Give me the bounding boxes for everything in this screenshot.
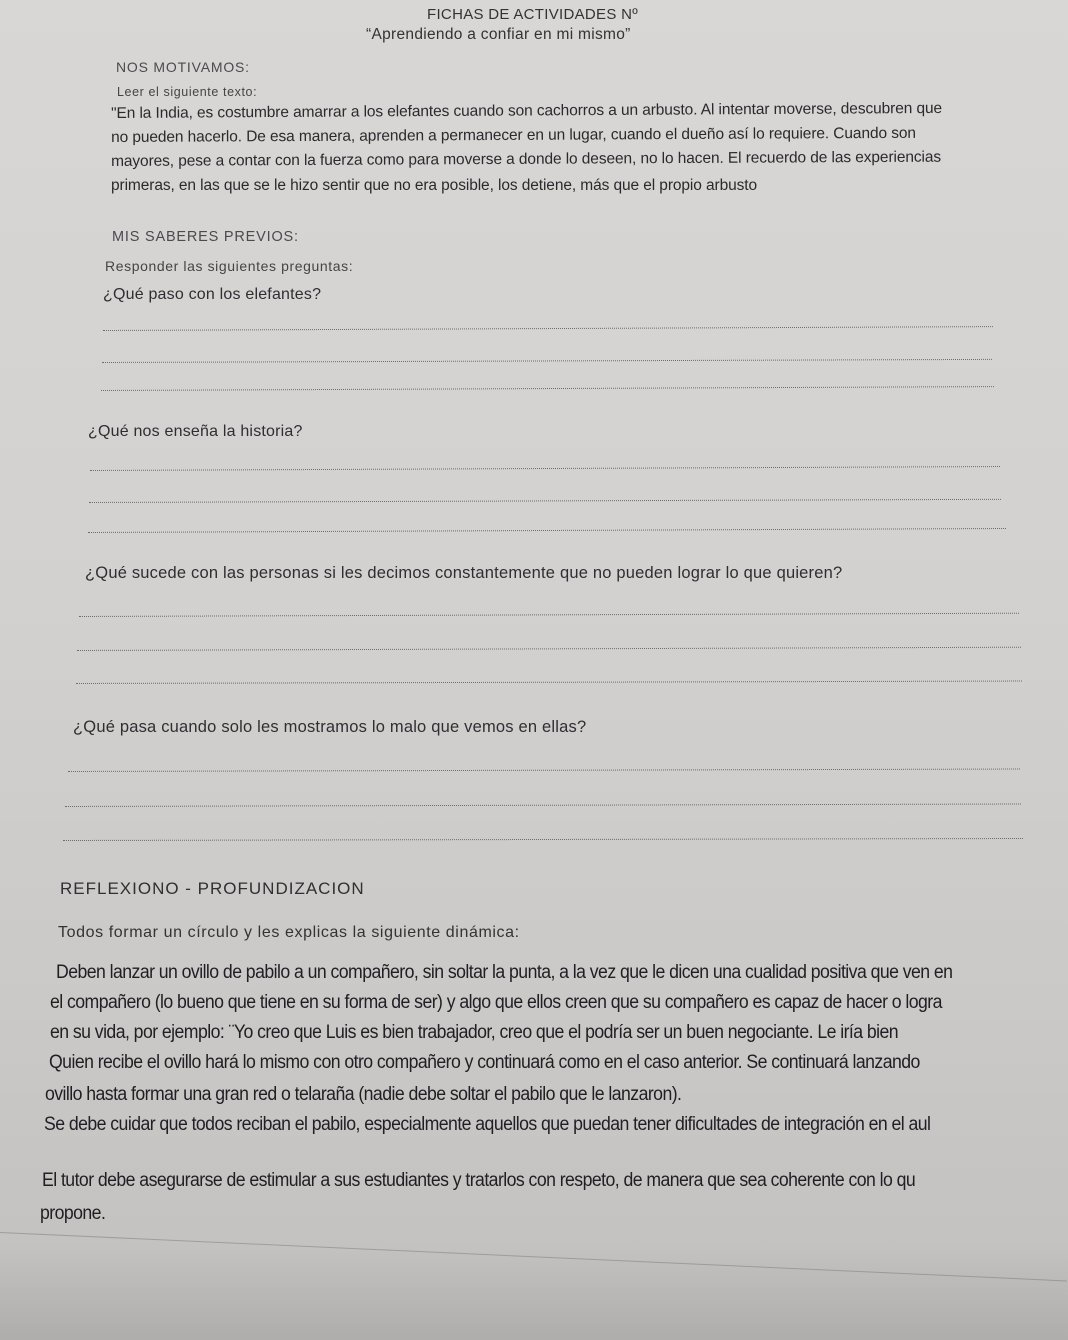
worksheet-subtitle: “Aprendiendo a confiar en mi mismo” <box>366 26 631 43</box>
answer-line[interactable] <box>101 386 994 391</box>
dynamic-line: Quien recibe el ovillo hará lo mismo con otro compañero y continuará como en el caso anterior. Se continuará lanzando <box>49 1052 920 1073</box>
answer-line[interactable] <box>79 613 1019 617</box>
motivamos-instruction: Leer el siguiente texto: <box>117 85 258 99</box>
story-line: "En la India, es costumbre amarrar a los elefantes cuando son cachorros a un arbusto. Al intentar moverse, descubren que <box>111 99 943 122</box>
answer-line[interactable] <box>89 499 1001 503</box>
question-1: ¿Qué paso con los elefantes? <box>103 286 322 303</box>
dynamic-line: Deben lanzar un ovillo de pabilo a un compañero, sin soltar la punta, a la vez que le dicen una cualidad positiva que ven en <box>56 962 953 983</box>
question-3: ¿Qué sucede con las personas si les decimos constantemente que no pueden lograr lo que quieren? <box>85 564 843 582</box>
story-line: no pueden hacerlo. De esa manera, aprenden a permanecer en un lugar, cuando el dueño así lo requiere. Cuando son <box>111 124 916 146</box>
answer-line[interactable] <box>76 681 1022 684</box>
paper-shadow <box>0 1245 1068 1340</box>
answer-line[interactable] <box>103 326 993 331</box>
question-2: ¿Qué nos enseña la historia? <box>88 423 303 440</box>
question-4: ¿Qué pasa cuando solo les mostramos lo malo que vemos en ellas? <box>73 718 587 736</box>
answer-line[interactable] <box>68 769 1020 772</box>
section-heading-motivamos: NOS MOTIVAMOS: <box>116 59 250 75</box>
answer-line[interactable] <box>77 647 1021 651</box>
dynamic-line: propone. <box>40 1203 106 1224</box>
answer-line[interactable] <box>102 359 992 363</box>
dynamic-line: el compañero (lo bueno que tiene en su forma de ser) y algo que ellos creen que su compañero es capaz de hacer o logra <box>50 992 942 1013</box>
dynamic-line: Se debe cuidar que todos reciban el pabilo, especialmente aquellos que puedan tener dificultades de integración en el aul <box>44 1114 931 1135</box>
reflexiono-instruction: Todos formar un círculo y les explicas la siguiente dinámica: <box>58 924 520 941</box>
saberes-instruction: Responder las siguientes preguntas: <box>105 258 354 274</box>
answer-line[interactable] <box>63 838 1023 841</box>
answer-line[interactable] <box>90 466 1000 471</box>
dynamic-line: en su vida, por ejemplo: ¨Yo creo que Luis es bien trabajador, creo que el podría ser un buen negociante. Le iría bien <box>50 1022 899 1043</box>
answer-line[interactable] <box>65 803 1021 807</box>
story-line: primeras, en las que se le hizo sentir que no era posible, los detiene, más que el propio arbusto <box>111 177 757 194</box>
section-heading-saberes: MIS SABERES PREVIOS: <box>112 229 299 245</box>
worksheet-title: FICHAS DE ACTIVIDADES Nº <box>427 6 639 23</box>
answer-line[interactable] <box>88 528 1006 533</box>
story-line: mayores, pese a contar con la fuerza como para moverse a donde lo deseen, no lo hacen. El recuerdo de las experiencias <box>111 148 942 170</box>
dynamic-line: El tutor debe asegurarse de estimular a sus estudiantes y tratarlos con respeto, de manera que sea coherente con lo qu <box>42 1170 916 1191</box>
dynamic-line: ovillo hasta formar una gran red o telaraña (nadie debe soltar el pabilo que le lanzaron). <box>45 1084 682 1105</box>
section-heading-reflexiono: REFLEXIONO - PROFUNDIZACION <box>60 879 365 898</box>
